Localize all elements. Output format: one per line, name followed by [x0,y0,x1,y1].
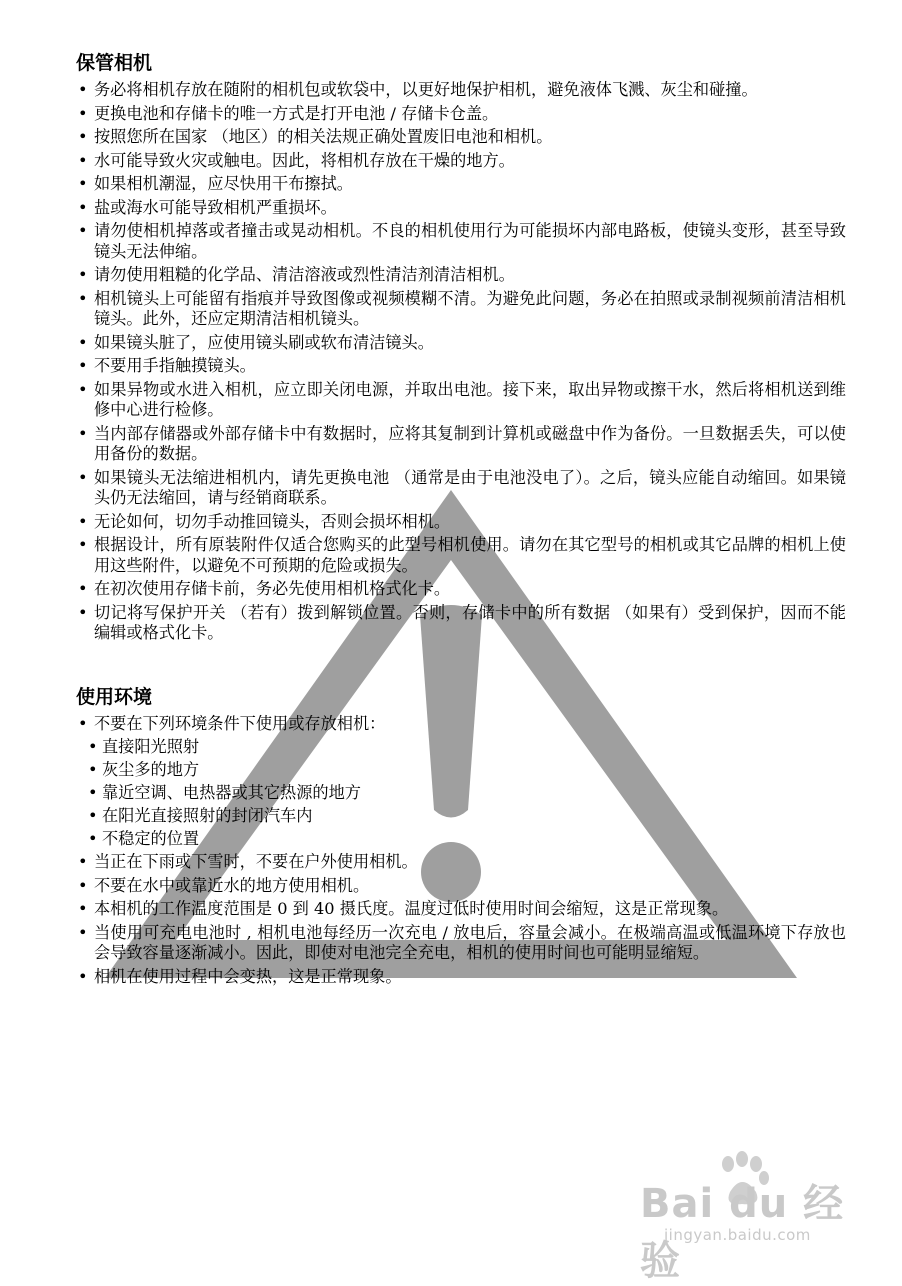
page-content [76,50,846,990]
list-item: • 请勿使相机掉落或者撞击或晃动相机。不良的相机使用行为可能损坏内部电路板，使镜头变形，甚至导致镜头无法伸缩。 [76,221,846,262]
list-item: • 当内部存储器或外部存储卡中有数据时，应将其复制到计算机或磁盘中作为备份。一旦数据丢失，可以使用备份的数据。 [76,424,846,465]
list-item: • 当正在下雨或下雪时，不要在户外使用相机。 [76,852,846,873]
list-item: • 不要在水中或靠近水的地方使用相机。 [76,876,846,897]
baidu-jingyan-watermark [640,1150,880,1284]
section-environment [76,684,846,988]
sub-list-item: • 在阳光直接照射的封闭汽车内 [76,806,846,827]
list-item: • 本相机的工作温度范围是 0 到 40 摄氏度。温度过低时使用时间会缩短，这是正常现象。 [76,899,846,920]
list-item: • 水可能导致火灾或触电。因此，将相机存放在干燥的地方。 [76,151,846,172]
section-storage [76,50,846,644]
list-item: • 相机在使用过程中会变热，这是正常现象。 [76,967,846,988]
section-title-environment: 使用环境 [76,685,153,708]
sub-list-item: • 直接阳光照射 [76,737,846,758]
list-item: • 在初次使用存储卡前，务必先使用相机格式化卡。 [76,579,846,600]
list-item: • 无论如何，切勿手动推回镜头，否则会损坏相机。 [76,512,846,533]
list-item: • 切记将写保护开关 （若有）拨到解锁位置。否则，存储卡中的所有数据 （如果有）受到保护，因而不能编辑或格式化卡。 [76,603,846,644]
list-item: • 更换电池和存储卡的唯一方式是打开电池 / 存储卡仓盖。 [76,104,846,125]
list-item: • 如果镜头无法缩进相机内，请先更换电池 （通常是由于电池没电了）。之后，镜头应能自动缩回。如果镜头仍无法缩回，请与经销商联系。 [76,468,846,509]
list-item: • 如果相机潮湿，应尽快用干布擦拭。 [76,174,846,195]
baidu-brand-text: Bai du 经验 [640,1181,845,1284]
list-item: • 按照您所在国家 （地区）的相关法规正确处置废旧电池和相机。 [76,127,846,148]
list-item: • 相机镜头上可能留有指痕并导致图像或视频模糊不清。为避免此问题，务必在拍照或录制视频前清洁相机镜头。此外，还应定期清洁相机镜头。 [76,289,846,330]
environment-list [76,714,846,988]
list-item: • 根据设计，所有原装附件仅适合您购买的此型号相机使用。请勿在其它型号的相机或其它品牌的相机上使用这些附件，以避免不可预期的危险或损失。 [76,535,846,576]
list-item: • 盐或海水可能导致相机严重损坏。 [76,198,846,219]
list-item: • 如果镜头脏了，应使用镜头刷或软布清洁镜头。 [76,333,846,354]
list-item-intro: • 不要在下列环境条件下使用或存放相机： [76,714,846,735]
sub-list-item: • 不稳定的位置 [76,829,846,850]
list-item: • 务必将相机存放在随附的相机包或软袋中，以更好地保护相机，避免液体飞溅、灰尘和碰撞。 [76,80,846,101]
sub-list-item: • 灰尘多的地方 [76,760,846,781]
list-item: • 请勿使用粗糙的化学品、清洁溶液或烈性清洁剂清洁相机。 [76,265,846,286]
sub-list-item: • 靠近空调、电热器或其它热源的地方 [76,783,846,804]
list-item: • 不要用手指触摸镜头。 [76,356,846,377]
list-item: • 当使用可充电电池时 , 相机电池每经历一次充电 / 放电后，容量会减小。在极端高温或低温环境下存放也会导致容量逐渐减小。因此，即使对电池完全充电，相机的使用时间也可能明显缩短。 [76,923,846,964]
section-title-storage: 保管相机 [76,52,153,74]
storage-list [76,80,846,644]
list-item: • 如果异物或水进入相机，应立即关闭电源，并取出电池。接下来，取出异物或擦干水，然后将相机送到维修中心进行检修。 [76,380,846,421]
baidu-url-text: jingyan.baidu.com [664,1226,811,1244]
